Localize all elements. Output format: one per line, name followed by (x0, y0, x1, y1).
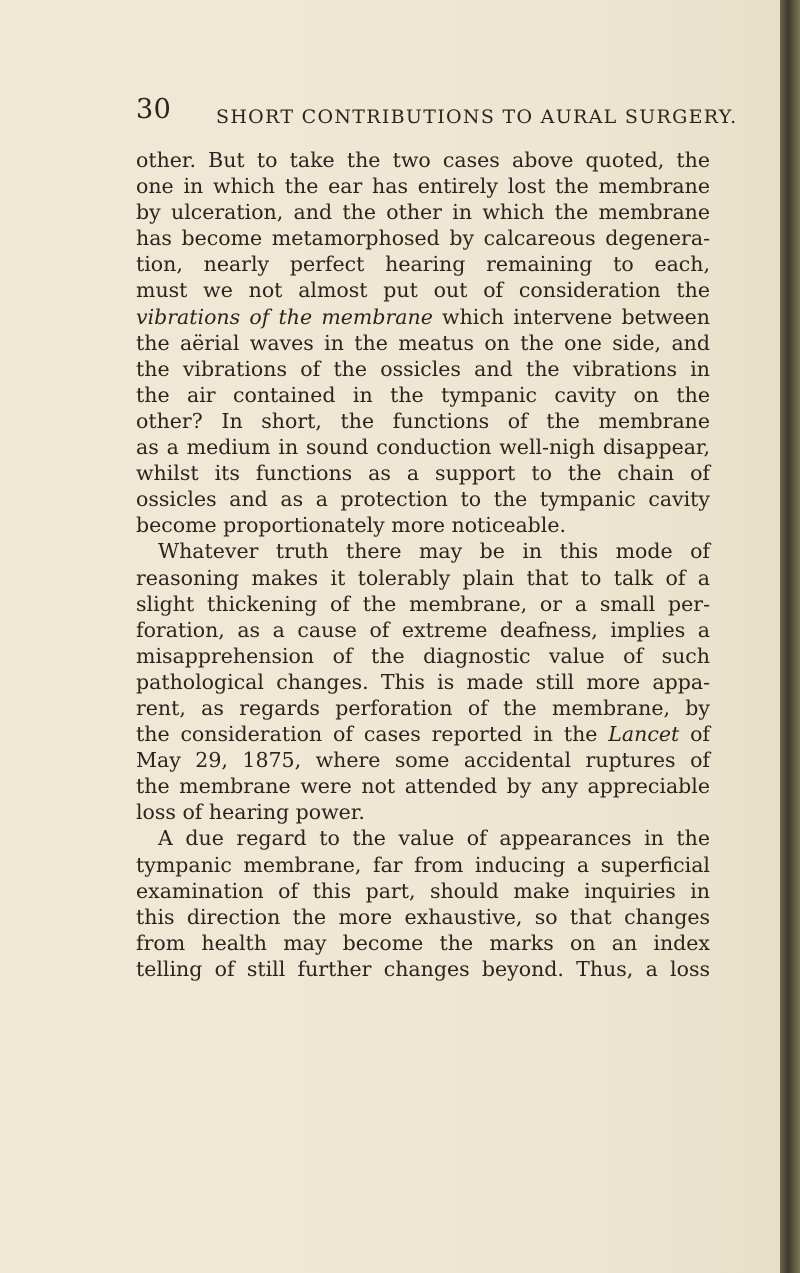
running-head: SHORT CONTRIBUTIONS TO AURAL SURGERY. (216, 106, 738, 128)
text-line: slight thickening of the membrane, or a small per- (136, 591, 710, 616)
text-line: May 29, 1875, where some accidental ruptures of (136, 748, 710, 773)
line-text: which intervene between (432, 304, 710, 329)
text-line (136, 304, 710, 330)
text-line: ossicles and as a protection to the tympanic cavity (136, 487, 710, 512)
text-line: foration, as a cause of extreme deafness, implies a (136, 617, 710, 642)
text-line: become proportionately more noticeable. (136, 513, 567, 538)
page-edge-shadow (780, 0, 800, 1273)
text-line: as a medium in sound conduction well-nigh disappear, (136, 435, 710, 460)
text-line: one in which the ear has entirely lost the membrane (136, 174, 710, 199)
text-line: the aërial waves in the meatus on the one side, and (136, 330, 710, 355)
line-text: the consideration of cases reported in the (136, 722, 609, 747)
text-line: telling of still further changes beyond. Thus, a loss (136, 956, 710, 981)
italic-phrase: Lancet (608, 722, 680, 747)
page-number: 30 (136, 94, 172, 125)
text-line: the air contained in the tympanic cavity on the (136, 382, 710, 407)
text-line: other. But to take the two cases above quoted, the (136, 148, 710, 172)
text-line (136, 721, 710, 747)
text-line: misapprehension of the diagnostic value of such (136, 643, 710, 668)
page-header (136, 94, 738, 134)
body-text (136, 147, 710, 982)
text-line: rent, as regards perforation of the membrane, by (136, 695, 710, 720)
text-line: must we not almost put out of consideration the (136, 278, 710, 303)
text-line: by ulceration, and the other in which the membrane (136, 200, 710, 225)
text-line: the membrane were not attended by any appreciable (136, 774, 710, 799)
line-text: of (679, 722, 710, 747)
text-line: loss of hearing power. (136, 800, 365, 825)
text-line: has become metamorphosed by calcareous degenera- (136, 226, 710, 251)
text-line: the vibrations of the ossicles and the vibrations in (136, 356, 710, 381)
text-line: pathological changes. This is made still more appa- (136, 669, 710, 694)
text-line: this direction the more exhaustive, so that changes (136, 904, 710, 929)
text-line: whilst its functions as a support to the chain of (136, 461, 710, 486)
text-line: examination of this part, should make inquiries in (136, 878, 710, 903)
text-line: reasoning makes it tolerably plain that to talk of a (136, 565, 710, 590)
text-line: from health may become the marks on an index (136, 930, 710, 955)
text-line: other? In short, the functions of the membrane (136, 408, 710, 433)
text-line: tympanic membrane, far from inducing a superficial (136, 852, 710, 877)
text-line: tion, nearly perfect hearing remaining to each, (136, 252, 710, 277)
text-line: Whatever truth there may be in this mode of (158, 539, 710, 564)
text-line: A due regard to the value of appearances in the (158, 826, 710, 851)
italic-phrase: vibrations of the membrane (136, 304, 433, 329)
